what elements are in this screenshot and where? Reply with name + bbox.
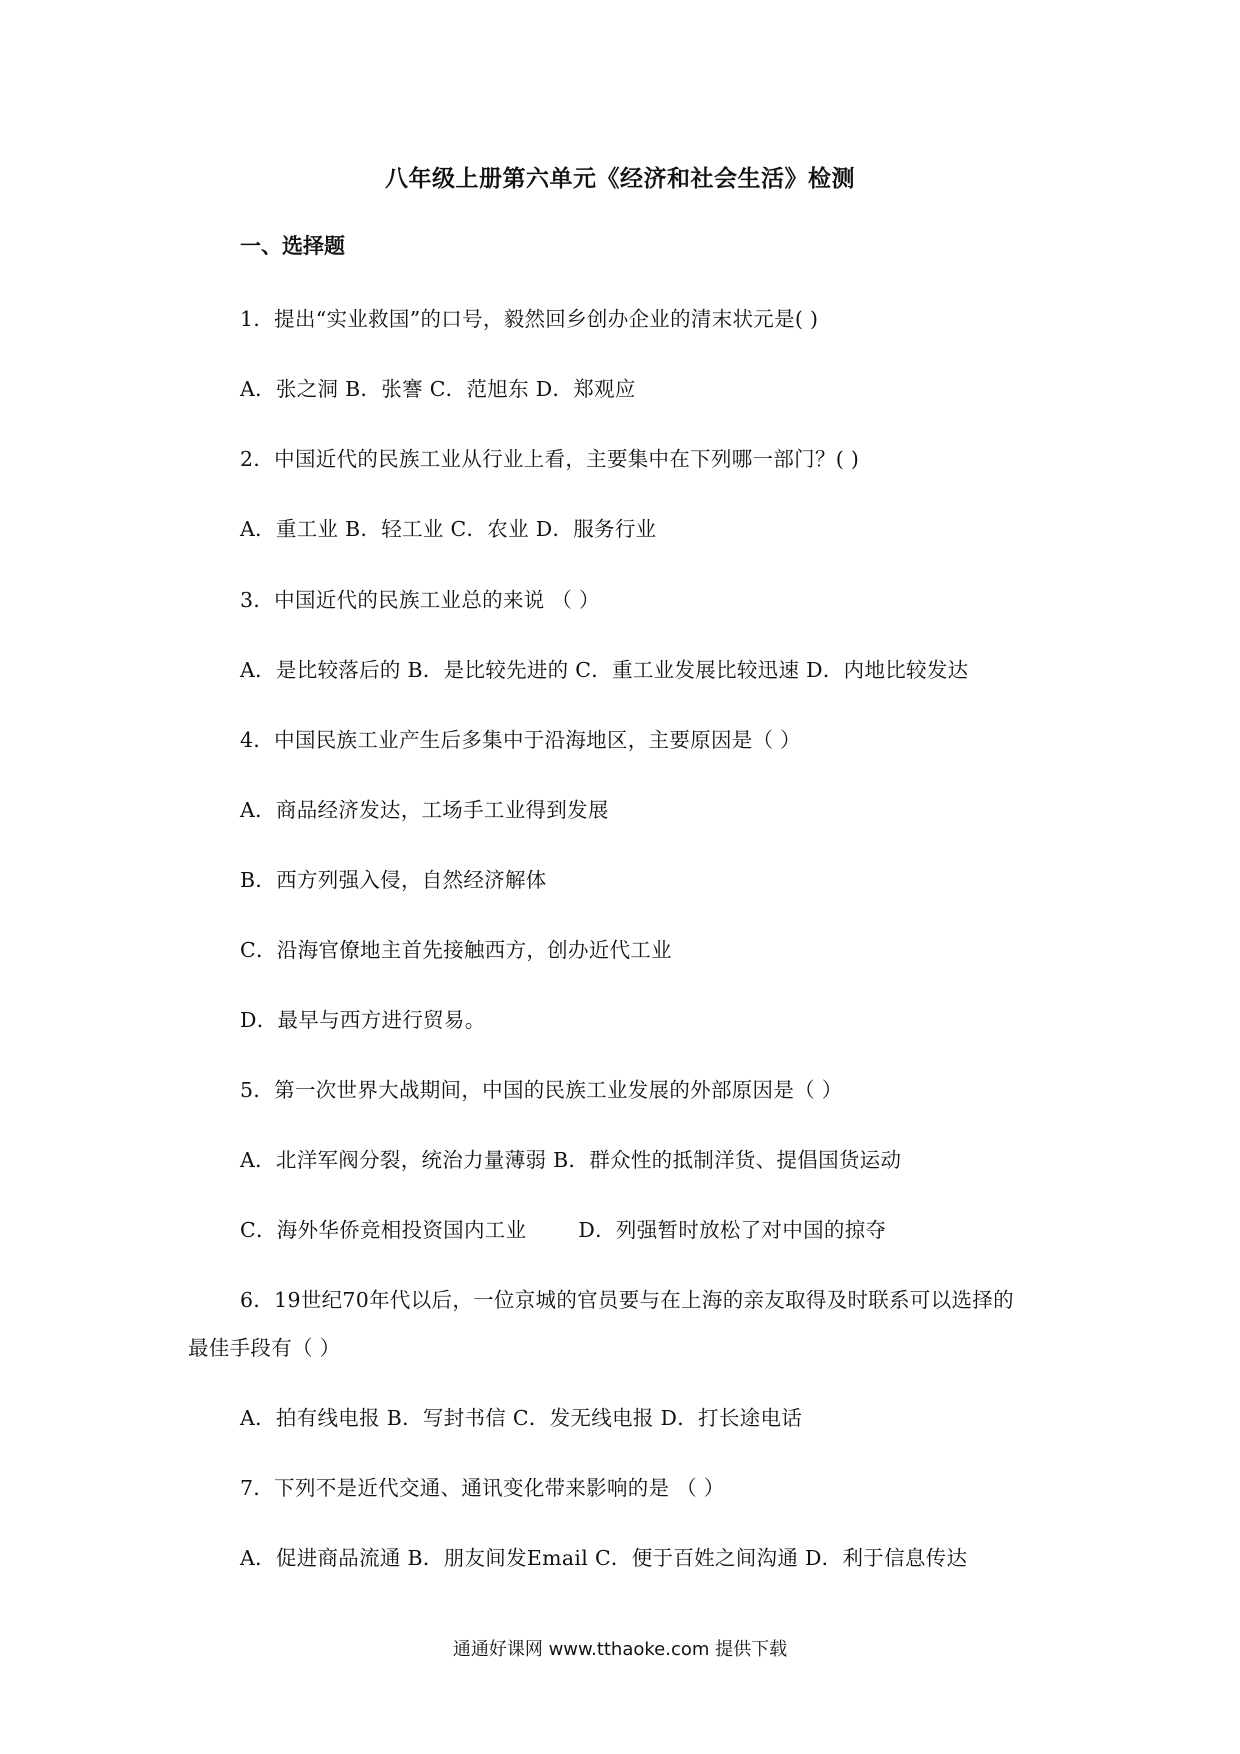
- question-4-option-d: D．最早与西方进行贸易。: [240, 1008, 486, 1032]
- question-1-stem: 1．提出“实业救国”的口号，毅然回乡创办企业的清末状元是( ): [240, 307, 819, 331]
- question-5-option-d: D．列强暂时放松了对中国的掠夺: [578, 1218, 887, 1242]
- question-2-stem: 2．中国近代的民族工业从行业上看，主要集中在下列哪一部门？( ): [240, 447, 860, 471]
- question-3-options: A．是比较落后的 B．是比较先进的 C．重工业发展比较迅速 D．内地比较发达: [240, 658, 969, 682]
- section-heading: 一、选择题: [240, 233, 345, 258]
- question-4-option-c: C．沿海官僚地主首先接触西方，创办近代工业: [240, 938, 672, 962]
- question-2-options: A．重工业 B．轻工业 C．农业 D．服务行业: [240, 517, 657, 541]
- question-4-option-b: B．西方列强入侵，自然经济解体: [240, 868, 547, 892]
- question-3-stem: 3．中国近代的民族工业总的来说 （ ）: [240, 588, 600, 612]
- question-5-options-ab: A．北洋军阀分裂，统治力量薄弱 B．群众性的抵制洋货、提倡国货运动: [240, 1148, 902, 1172]
- page-footer: 通通好课网 www.tthaoke.com 提供下载: [452, 1639, 788, 1660]
- question-5-stem: 5．第一次世界大战期间，中国的民族工业发展的外部原因是（ ）: [240, 1078, 843, 1102]
- question-4-option-a: A．商品经济发达，工场手工业得到发展: [240, 798, 609, 822]
- question-7-options: A．促进商品流通 B．朋友间发Email C．便于百姓之间沟通 D．利于信息传达: [240, 1546, 968, 1570]
- question-5-options-cd: [240, 1213, 886, 1243]
- question-6-stem-line1: 6．19世纪70年代以后，一位京城的官员要与在上海的亲友取得及时联系可以选择的: [240, 1288, 1014, 1312]
- question-7-stem: 7．下列不是近代交通、通讯变化带来影响的是 （ ）: [240, 1476, 725, 1500]
- question-6-options: A．拍有线电报 B．写封书信 C．发无线电报 D．打长途电话: [240, 1406, 803, 1430]
- question-1-options: A．张之洞 B．张謇 C．范旭东 D．郑观应: [240, 377, 636, 401]
- question-6-stem-line2: 最佳手段有（ ）: [188, 1336, 341, 1360]
- document-title: 八年级上册第六单元《经济和社会生活》检测: [385, 165, 855, 192]
- question-4-stem: 4．中国民族工业产生后多集中于沿海地区，主要原因是（ ）: [240, 728, 801, 752]
- question-5-option-c: C．海外华侨竞相投资国内工业: [240, 1218, 527, 1242]
